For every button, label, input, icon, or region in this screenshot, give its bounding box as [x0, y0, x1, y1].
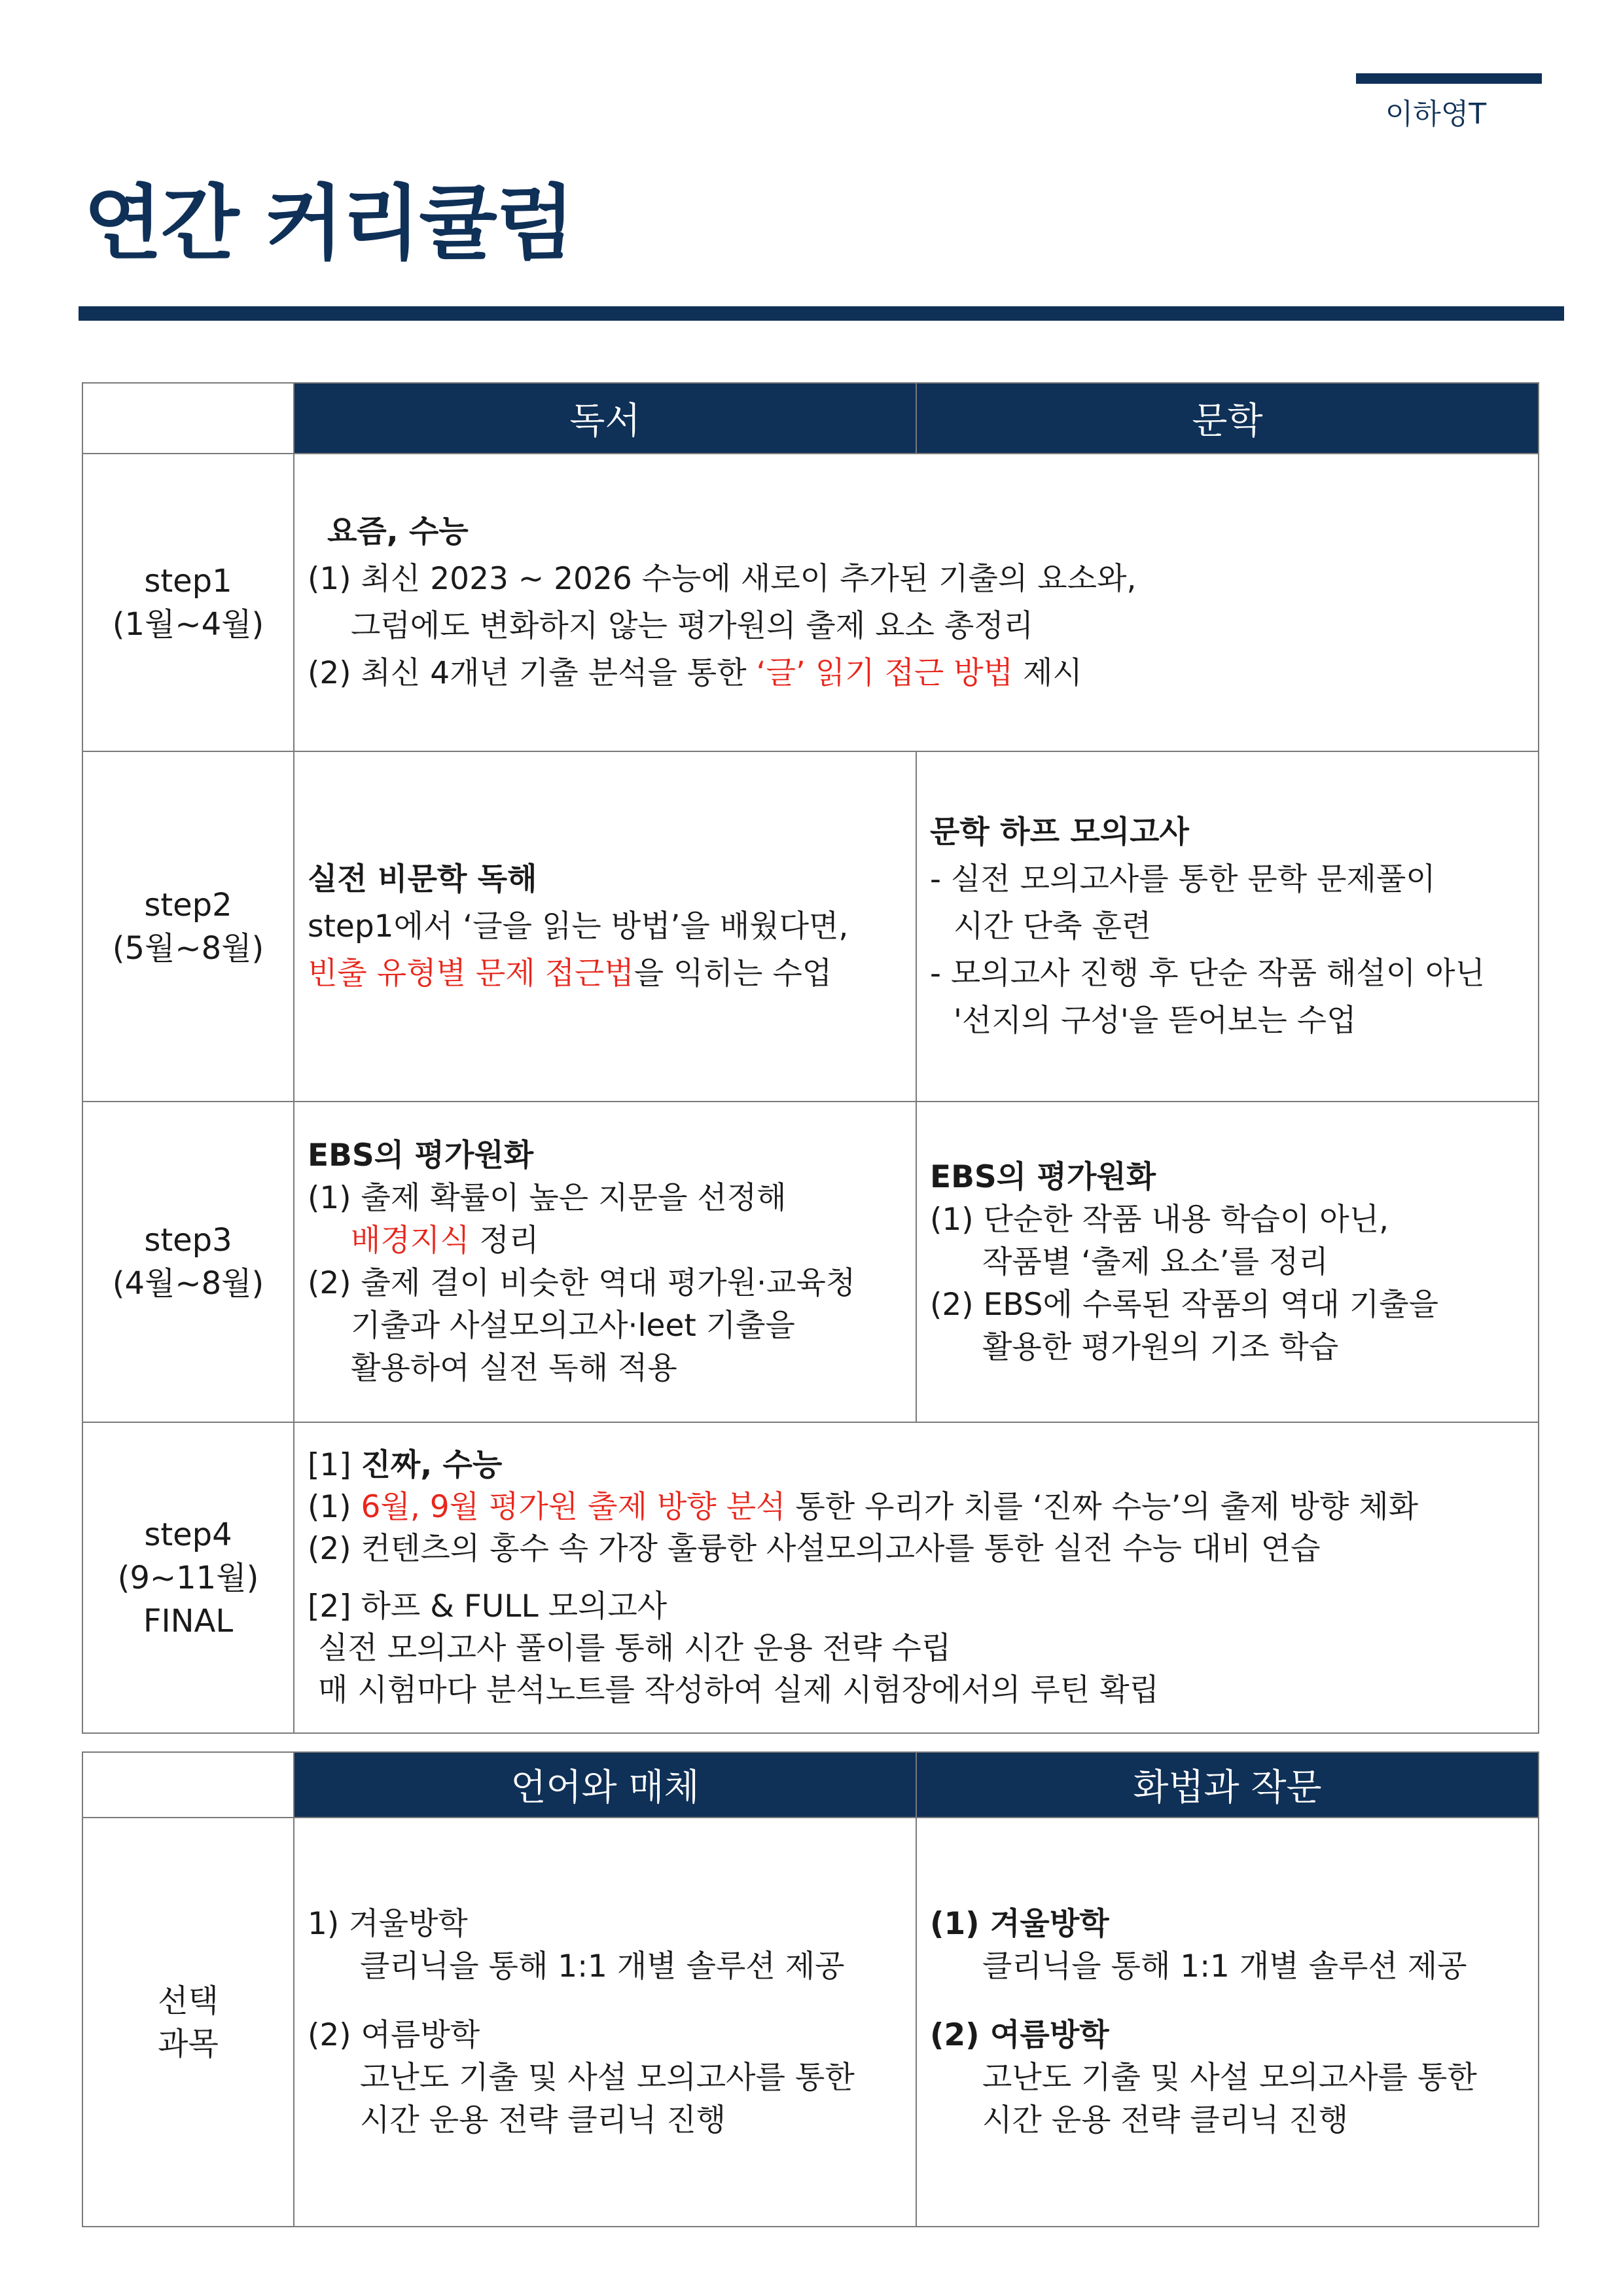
elective-table: [82, 1751, 1539, 2227]
header-speech-writing: 화법과 작문: [916, 1752, 1539, 1818]
step3-emphasis: 배경지식: [351, 1223, 470, 1259]
step2-literature-line-3: - 모의고사 진행 후 단순 작품 해설이 아닌: [930, 955, 1485, 992]
step1-row: [82, 454, 1539, 751]
speech-line-4: 고난도 기출 및 사설 모의고사를 통한: [982, 2060, 1477, 2096]
header-language-media: 언어와 매체: [294, 1752, 916, 1818]
step2-reading-line-1: step1에서 ‘글을 읽는 방법’을 배웠다면,: [308, 908, 849, 944]
step1-content: [294, 454, 1539, 751]
elective-label: 선택 과목: [82, 1818, 294, 2227]
header-literature: 문학: [916, 383, 1539, 454]
speech-line-5: 시간 운용 전략 클리닉 진행: [982, 2102, 1349, 2138]
step1-line-2: 그럼에도 변화하지 않는 평가원의 출제 요소 총정리: [351, 607, 1034, 644]
step3-reading-heading: EBS의 평가원화: [308, 1138, 534, 1174]
language-line-2: 클리닉을 통해 1:1 개별 솔루션 제공: [360, 1948, 845, 1984]
language-line-4: 고난도 기출 및 사설 모의고사를 통한: [360, 2060, 855, 2096]
step1-emphasis: ‘글’ 읽기 접근 방법: [756, 655, 1014, 691]
step3-reading-line-1: (1) 출제 확률이 높은 지문을 선정해: [308, 1180, 787, 1216]
step3-row: [82, 1102, 1539, 1422]
step3-reading-line-4: 기출과 사설모의고사·leet 기출을: [351, 1308, 795, 1344]
author-accent-bar: [1356, 73, 1542, 84]
curriculum-table: [82, 382, 1539, 1734]
title-divider: [79, 306, 1564, 321]
step2-reading-heading: 실전 비문학 독해: [308, 861, 537, 897]
language-media-content: [294, 1818, 916, 2227]
elective-header-row: [82, 1752, 1539, 1818]
step3-reading-line-3: (2) 출제 결이 비슷한 역대 평가원·교육청: [308, 1265, 856, 1301]
step4-content: [294, 1422, 1539, 1733]
step4-line-4: [2] 하프 & FULL 모의고사: [308, 1588, 668, 1624]
language-line-1: 1) 겨울방학: [308, 1906, 468, 1942]
step4-emphasis: 6월, 9월 평가원 출제 방향 분석: [361, 1488, 786, 1525]
step4-line-2: (1) 6월, 9월 평가원 출제 방향 분석 통한 우리가 치를 ‘진짜 수능’의 출제 방향 체화: [308, 1488, 1419, 1525]
step4-row: [82, 1422, 1539, 1733]
elective-row: [82, 1818, 1539, 2227]
step3-reading: [294, 1102, 916, 1422]
step1-label: step1 (1월~4월): [82, 454, 294, 751]
step2-literature-line-2: 시간 단축 훈련: [954, 908, 1152, 944]
step2-literature-heading: 문학 하프 모의고사: [930, 814, 1189, 850]
header-row: [82, 383, 1539, 454]
step3-literature-heading: EBS의 평가원화: [930, 1158, 1156, 1195]
step2-row: [82, 751, 1539, 1102]
language-line-5: 시간 운용 전략 클리닉 진행: [360, 2102, 726, 2138]
header-reading: 독서: [294, 383, 916, 454]
step2-emphasis: 빈출 유형별 문제 접근법: [308, 955, 634, 992]
step3-reading-line-2: 배경지식 정리: [351, 1223, 539, 1259]
step2-literature: [916, 751, 1539, 1102]
speech-line-3: (2) 여름방학: [930, 2017, 1109, 2053]
language-line-3: (2) 여름방학: [308, 2017, 480, 2053]
step1-line-3: (2) 최신 4개년 기출 분석을 통한 ‘글’ 읽기 접근 방법 제시: [308, 655, 1082, 691]
step2-reading: [294, 751, 916, 1102]
elective-corner-cell: [82, 1752, 294, 1818]
step2-literature-line-1: - 실전 모의고사를 통한 문학 문제풀이: [930, 861, 1436, 897]
speech-line-1: (1) 겨울방학: [930, 1906, 1109, 1942]
page-title: 연간 커리큘럼: [84, 177, 573, 271]
speech-writing-content: [916, 1818, 1539, 2227]
author-label: 이하영T: [1385, 98, 1487, 131]
step2-label: step2 (5월~8월): [82, 751, 294, 1102]
step1-heading: 요즘, 수능: [327, 513, 469, 550]
step3-literature: [916, 1102, 1539, 1422]
step4-label: step4 (9~11월) FINAL: [82, 1422, 294, 1733]
step4-line-6: 매 시험마다 분석노트를 작성하여 실제 시험장에서의 루틴 확립: [318, 1672, 1160, 1708]
step3-label: step3 (4월~8월): [82, 1102, 294, 1422]
step4-line-3: (2) 컨텐츠의 홍수 속 가장 훌륭한 사설모의고사를 통한 실전 수능 대비 연습: [308, 1530, 1321, 1567]
step4-line-1: [1] 진짜, 수능: [308, 1446, 503, 1483]
step2-literature-line-4: '선지의 구성'을 뜯어보는 수업: [954, 1002, 1357, 1039]
step1-line-1: (1) 최신 2023 ~ 2026 수능에 새로이 추가된 기출의 요소와,: [308, 560, 1137, 597]
step3-literature-line-4: 활용한 평가원의 기조 학습: [982, 1329, 1339, 1365]
step3-reading-line-5: 활용하여 실전 독해 적용: [351, 1350, 677, 1386]
step3-literature-line-2: 작품별 ‘출제 요소’를 정리: [982, 1244, 1329, 1280]
step3-literature-line-3: (2) EBS에 수록된 작품의 역대 기출을: [930, 1286, 1439, 1323]
step2-reading-line-2: 빈출 유형별 문제 접근법을 익히는 수업: [308, 955, 832, 992]
step3-literature-line-1: (1) 단순한 작품 내용 학습이 아닌,: [930, 1201, 1389, 1238]
corner-cell: [82, 383, 294, 454]
step4-line-5: 실전 모의고사 풀이를 통해 시간 운용 전략 수립: [318, 1630, 952, 1666]
speech-line-2: 클리닉을 통해 1:1 개별 솔루션 제공: [982, 1948, 1467, 1984]
